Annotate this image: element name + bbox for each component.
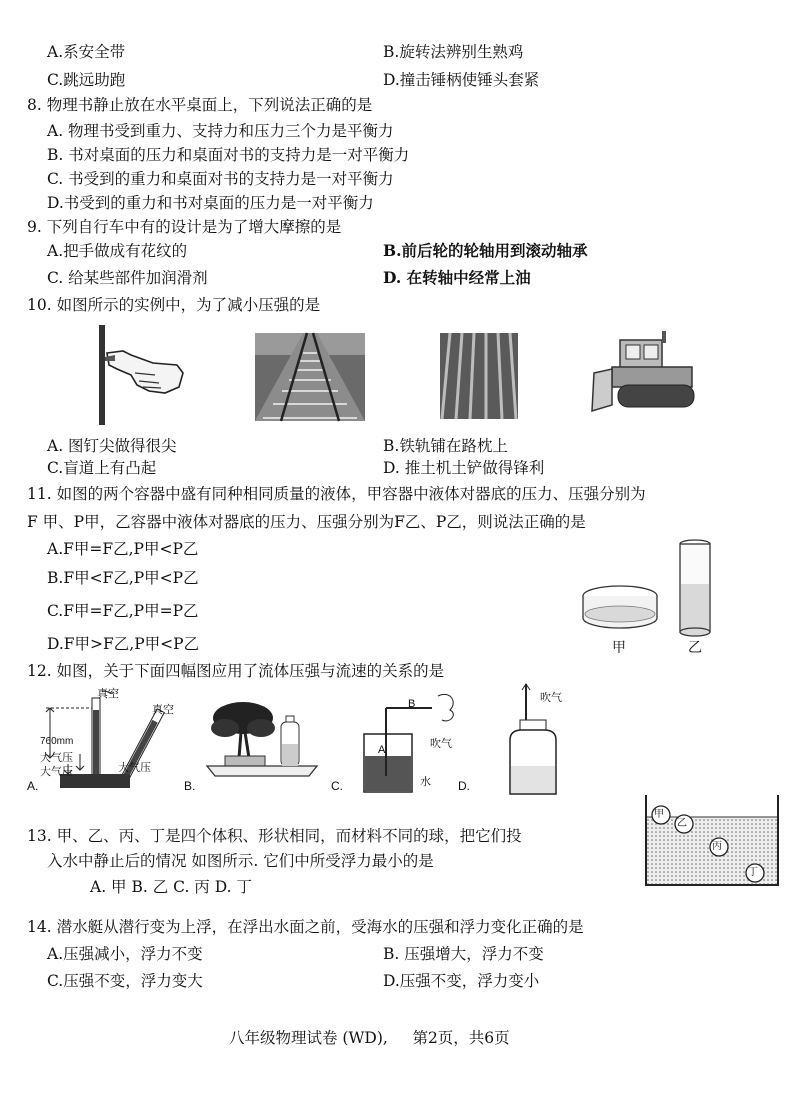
- q10-figure-tactile-paving: [440, 333, 518, 419]
- q12-fig-a-vacuum-1: 真空: [97, 688, 119, 700]
- q14-option-a: A.压强减小，浮力不变: [47, 945, 203, 963]
- q10-stem: 10. 如图所示的实例中，为了减小压强的是: [27, 296, 321, 314]
- q14-option-c: C.压强不变，浮力变大: [47, 972, 203, 990]
- q11-label-yi: 乙: [688, 640, 702, 656]
- q8-stem: 8. 物理书静止放在水平桌面上，下列说法正确的是: [27, 96, 373, 114]
- q12-figure-b-bonsai: [205, 698, 325, 780]
- q8-option-c: C. 书受到的重力和桌面对书的支持力是一对平衡力: [47, 170, 394, 188]
- q10-option-d: D. 推土机土铲做得锋利: [383, 459, 545, 477]
- q12-fig-c-blow: 吹气: [430, 738, 452, 750]
- q13-stem-line2: 入水中静止后的情况 如图所示. 它们中所受浮力最小的是: [47, 852, 434, 870]
- q10-option-c: C.盲道上有凸起: [47, 459, 157, 477]
- q12-fig-c-label-a: A: [378, 744, 386, 756]
- q14-stem: 14. 潜水艇从潜行变为上浮，在浮出水面之前，受海水的压强和浮力变化正确的是: [27, 918, 584, 936]
- q13-ball-ding: 丁: [748, 867, 758, 878]
- q8-option-b: B. 书对桌面的压力和桌面对书的支持力是一对平衡力: [47, 146, 410, 164]
- q12-option-b-label: B.: [184, 779, 196, 793]
- q13-stem-line1: 13. 甲、乙、丙、丁是四个体积、形状相同，而材料不同的球，把它们投: [27, 827, 522, 845]
- q11-option-d: D.F甲>F乙,P甲<P乙: [47, 635, 200, 653]
- q7-option-c: C.跳远助跑: [47, 71, 126, 89]
- q12-fig-a-atm-3: 大气压: [40, 766, 73, 778]
- q12-option-d-label: D.: [458, 779, 470, 793]
- q13-ball-yi: 乙: [677, 818, 687, 829]
- q12-fig-a-atm-2: 大气压: [118, 762, 151, 774]
- q7-option-b: B.旋转法辨别生熟鸡: [383, 43, 524, 61]
- q12-fig-a-vacuum-2: 真空: [152, 704, 174, 716]
- q14-option-d: D.压强不变，浮力变小: [383, 972, 540, 990]
- q9-stem: 9. 下列自行车中有的设计是为了增大摩擦的是: [27, 218, 342, 236]
- q11-option-c: C.F甲=F乙,P甲=P乙: [47, 602, 199, 620]
- q12-stem: 12. 如图，关于下面四幅图应用了流体压强与流速的关系的是: [27, 662, 445, 680]
- q13-ball-bing: 丙: [712, 841, 722, 852]
- q9-option-a: A.把手做成有花纹的: [47, 242, 188, 260]
- q14-option-b: B. 压强增大，浮力不变: [383, 945, 544, 963]
- q9-option-c: C. 给某些部件加润滑剂: [47, 269, 208, 287]
- q12-fig-d-blow: 吹气: [540, 692, 562, 704]
- q10-figure-thumbtack: [95, 325, 195, 425]
- q11-option-b: B.F甲<F乙,P甲<P乙: [47, 569, 199, 587]
- q12-option-c-label: C.: [331, 779, 343, 793]
- q11-option-a: A.F甲=F乙,P甲<P乙: [47, 540, 199, 558]
- q12-option-a-label: A.: [27, 779, 39, 793]
- q13-options: A. 甲 B. 乙 C. 丙 D. 丁: [90, 878, 252, 896]
- q11-label-jia: 甲: [612, 640, 626, 656]
- q11-stem-line1: 11. 如图的两个容器中盛有同种相同质量的液体，甲容器中液体对器底的压力、压强分别为: [27, 485, 646, 503]
- q8-option-d: D.书受到的重力和书对桌面的压力是一对平衡力: [47, 194, 374, 212]
- q9-option-b: B.前后轮的轮轴用到滚动轴承: [383, 241, 588, 260]
- q10-option-b: B.铁轨铺在路枕上: [383, 437, 508, 455]
- q10-option-a: A. 图钉尖做得很尖: [47, 437, 177, 455]
- q12-fig-a-atm-1: 大气压: [40, 752, 73, 764]
- q12-fig-c-water: 水: [420, 776, 431, 788]
- q10-figure-bulldozer: [590, 325, 705, 420]
- q7-option-d: D.撞击锤柄使锤头套紧: [383, 71, 540, 89]
- q11-stem-line2: F 甲、P甲，乙容器中液体对器底的压力、压强分别为F乙、P乙，则说法正确的是: [27, 513, 586, 531]
- q8-option-a: A. 物理书受到重力、支持力和压力三个力是平衡力: [47, 122, 394, 140]
- q13-ball-jia: 甲: [654, 809, 664, 820]
- q10-figure-railway: [255, 333, 365, 421]
- q12-fig-a-height: 760mm: [40, 736, 74, 747]
- q7-option-a: A.系安全带: [47, 43, 126, 61]
- q9-option-d: D. 在转轴中经常上油: [383, 268, 531, 287]
- page-footer: 八年级物理试卷 (WD), 第2页，共6页: [229, 1029, 510, 1047]
- q12-fig-c-label-b: B: [408, 698, 416, 710]
